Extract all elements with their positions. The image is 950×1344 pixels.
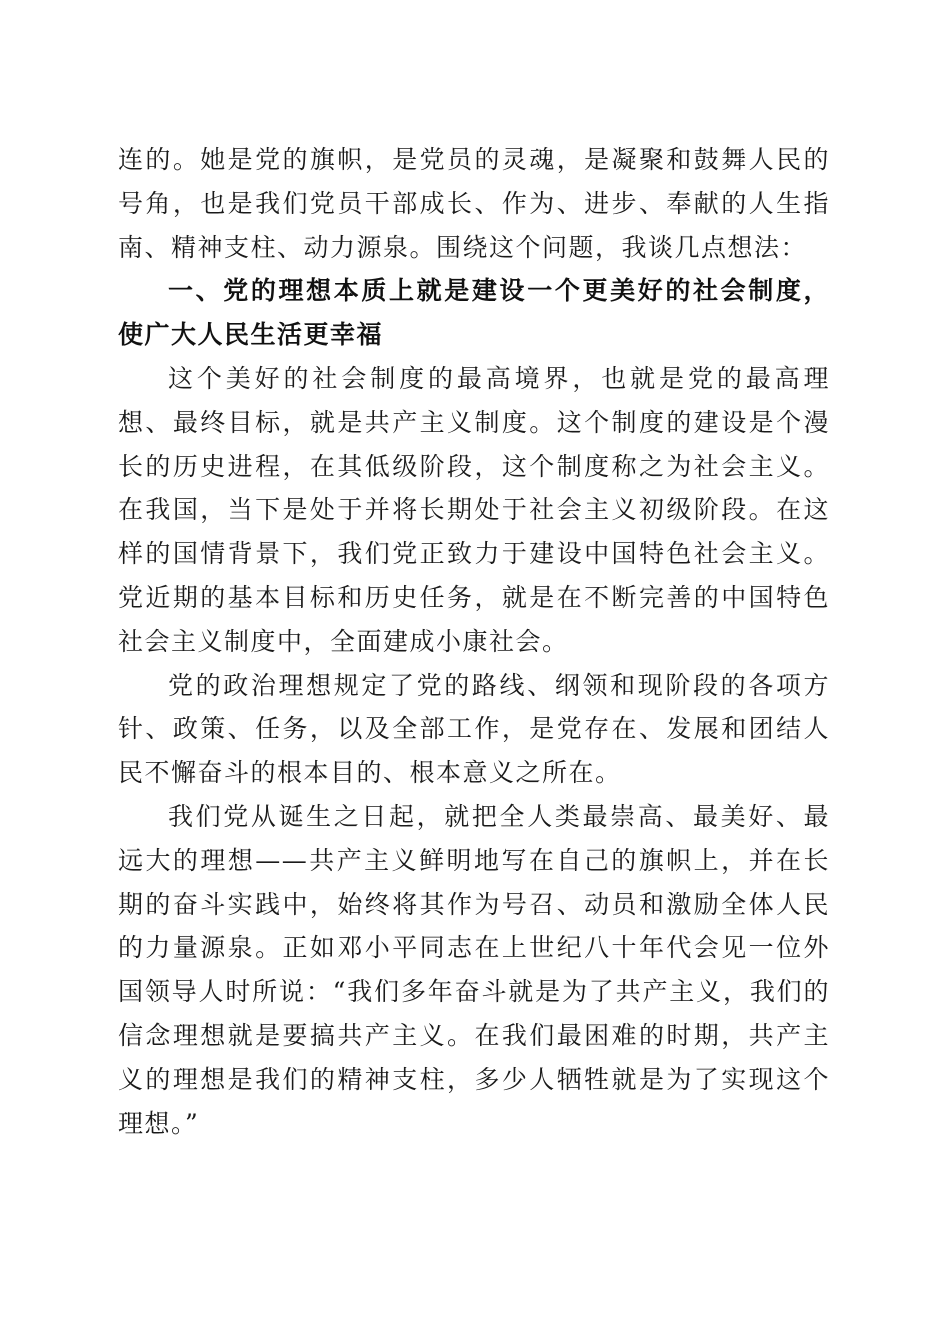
paragraph-continuation: 连的。她是党的旗帜，是党员的灵魂，是凝聚和鼓舞人民的号角，也是我们党员干部成长、作为、进步、奉献的人生指南、精神支柱、动力源泉。围绕这个问题，我谈几点想法： — [118, 145, 830, 262]
document-body — [118, 138, 830, 1145]
paragraph-political-ideal: 党的政治理想规定了党的路线、纲领和现阶段的各项方针、政策、任务，以及全部工作，是党存在、发展和团结人民不懈奋斗的根本目的、根本意义之所在。 — [118, 670, 830, 788]
paragraph-highest-ideal: 这个美好的社会制度的最高境界，也就是党的最高理想、最终目标，就是共产主义制度。这个制度的建设是个漫长的历史进程，在其低级阶段，这个制度称之为社会主义。在我国，当下是处于并将长期处于社会主义初级阶段。在这样的国情背景下，我们党正致力于建设中国特色社会主义。党近期的基本目标和历史任务，就是在不断完善的中国特色社会主义制度中，全面建成小康社会。 — [118, 363, 830, 656]
paragraph-deng-quote: 我们党从诞生之日起，就把全人类最崇高、最美好、最远大的理想——共产主义鲜明地写在自己的旗帜上，并在长期的奋斗实践中，始终将其作为号召、动员和激励全体人民的力量源泉。正如邓小平同志在上世纪八十年代会见一位外国领导人时所说：“我们多年奋斗就是为了共产主义，我们的信念理想就是要搞共产主义。在我们最困难的时期，共产主义的理想是我们的精神支柱，多少人牺牲就是为了实现这个理想。” — [118, 801, 830, 1138]
section-heading-1: 一、党的理想本质上就是建设一个更美好的社会制度，使广大人民生活更幸福 — [118, 276, 830, 350]
